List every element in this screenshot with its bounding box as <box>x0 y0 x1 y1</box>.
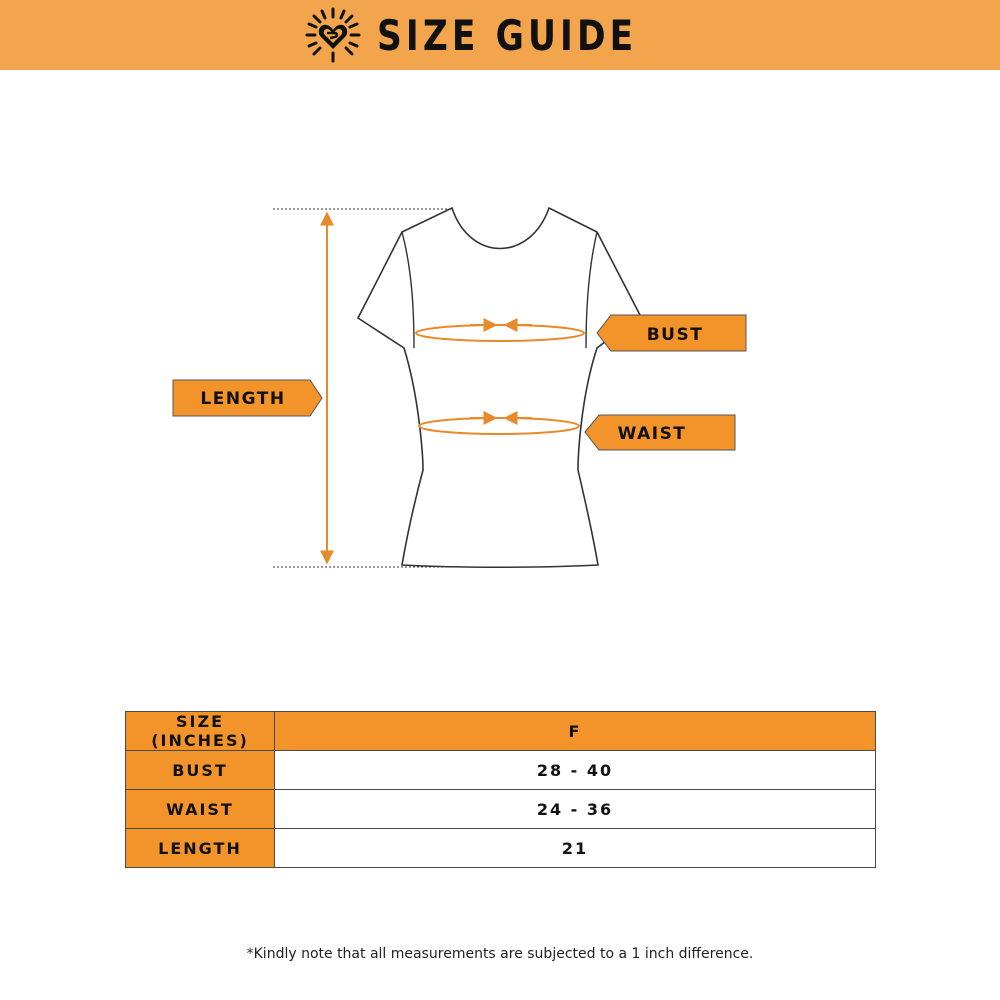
tshirt-outline <box>358 208 640 567</box>
row-label: BUST <box>126 751 275 790</box>
row-label: WAIST <box>126 790 275 829</box>
size-table <box>125 711 876 868</box>
waist-tag-label: WAIST <box>617 424 687 444</box>
table-row <box>126 790 876 829</box>
bust-tag <box>597 315 746 351</box>
size-header-value: F <box>275 712 876 751</box>
waist-tag <box>585 415 735 450</box>
table-header-row <box>126 712 876 751</box>
size-header-label: SIZE (INCHES) <box>126 712 275 751</box>
row-value: 24 - 36 <box>275 790 876 829</box>
bust-tag-label: BUST <box>646 325 704 345</box>
row-value: 21 <box>275 829 876 868</box>
length-tag-label: LENGTH <box>200 389 286 409</box>
table-row <box>126 829 876 868</box>
row-value: 28 - 40 <box>275 751 876 790</box>
table-row <box>126 751 876 790</box>
row-label: LENGTH <box>126 829 275 868</box>
page-title: SIZE GUIDE <box>377 10 638 60</box>
footnote: *Kindly note that all measurements are subjected to a 1 inch difference. <box>246 946 754 962</box>
length-tag <box>173 380 322 416</box>
